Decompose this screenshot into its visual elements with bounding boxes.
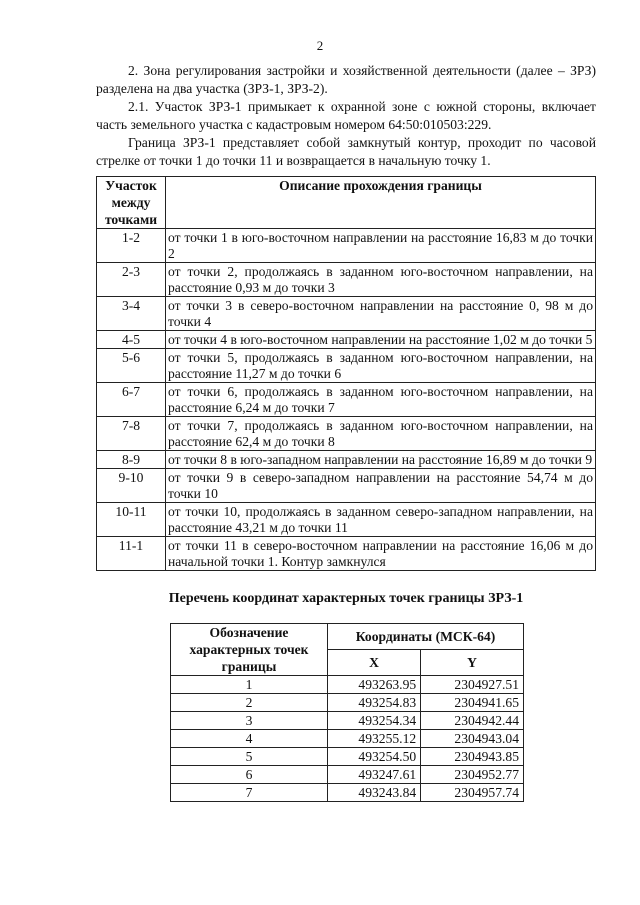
description-cell: от точки 7, продолжаясь в заданном юго-восточном направлении, на расстояние 62,4 м до точки 8 bbox=[166, 417, 596, 451]
description-cell: от точки 5, продолжаясь в заданном юго-восточном направлении, на расстояние 11,27 м до точки 6 bbox=[166, 349, 596, 383]
description-cell: от точки 4 в юго-восточном направлении на расстояние 1,02 м до точки 5 bbox=[166, 331, 596, 349]
paragraph-plot-zrz1: 2.1. Участок ЗРЗ-1 примыкает к охранной зоне с южной стороны, включает часть земельного участка с кадастровым номером 64:50:010503:229. bbox=[96, 99, 596, 132]
x-cell: 493247.61 bbox=[328, 766, 421, 784]
segment-cell: 7-8 bbox=[97, 417, 166, 451]
point-cell: 1 bbox=[171, 676, 328, 694]
table-row bbox=[97, 297, 596, 331]
segment-cell: 6-7 bbox=[97, 383, 166, 417]
header-segment: Участок между точками bbox=[97, 177, 166, 229]
paragraph-zone-division: 2. Зона регулирования застройки и хозяйственной деятельности (далее – ЗРЗ) разделена на два участка (ЗРЗ-1, ЗРЗ-2). bbox=[96, 63, 596, 96]
description-cell: от точки 1 в юго-восточном направлении на расстояние 16,83 м до точки 2 bbox=[166, 229, 596, 263]
table-row bbox=[97, 263, 596, 297]
point-cell: 6 bbox=[171, 766, 328, 784]
segment-cell: 1-2 bbox=[97, 229, 166, 263]
segment-cell: 4-5 bbox=[97, 331, 166, 349]
x-cell: 493254.50 bbox=[328, 748, 421, 766]
document-body bbox=[96, 62, 596, 802]
table-header-row bbox=[97, 177, 596, 229]
description-cell: от точки 3 в северо-восточном направлении на расстояние 0, 98 м до точки 4 bbox=[166, 297, 596, 331]
page-number: 2 bbox=[316, 38, 324, 53]
segment-cell: 11-1 bbox=[97, 537, 166, 571]
table-row bbox=[171, 766, 524, 784]
coords-title: Перечень координат характерных точек границы ЗРЗ-1 bbox=[168, 591, 524, 606]
coordinates-body bbox=[171, 676, 524, 802]
description-cell: от точки 9 в северо-западном направлении на расстояние 54,74 м до точки 10 bbox=[166, 469, 596, 503]
header-x: X bbox=[328, 650, 421, 676]
segment-cell: 2-3 bbox=[97, 263, 166, 297]
header-coordinates: Координаты (МСК-64) bbox=[328, 624, 524, 650]
table-row bbox=[97, 349, 596, 383]
y-cell: 2304957.74 bbox=[421, 784, 524, 802]
description-cell: от точки 11 в северо-восточном направлении на расстояние 16,06 м до начальной точки 1. Контур замкнулся bbox=[166, 537, 596, 571]
x-cell: 493254.83 bbox=[328, 694, 421, 712]
coordinates-table bbox=[170, 623, 524, 802]
y-cell: 2304927.51 bbox=[421, 676, 524, 694]
y-cell: 2304943.85 bbox=[421, 748, 524, 766]
table-row bbox=[171, 712, 524, 730]
table-row bbox=[171, 748, 524, 766]
y-cell: 2304952.77 bbox=[421, 766, 524, 784]
point-cell: 2 bbox=[171, 694, 328, 712]
boundary-description-body bbox=[97, 229, 596, 571]
table-row bbox=[97, 383, 596, 417]
coords-header-row bbox=[171, 624, 524, 650]
header-point-designation: Обозначение характерных точек границы bbox=[171, 624, 328, 676]
segment-cell: 3-4 bbox=[97, 297, 166, 331]
table-row bbox=[97, 229, 596, 263]
paragraph-boundary-contour: Граница ЗРЗ-1 представляет собой замкнутый контур, проходит по часовой стрелке от точки 1 до точки 11 и возвращается в начальную точку 1. bbox=[96, 135, 596, 168]
point-cell: 3 bbox=[171, 712, 328, 730]
table-row bbox=[171, 784, 524, 802]
header-description: Описание прохождения границы bbox=[166, 177, 596, 229]
segment-cell: 9-10 bbox=[97, 469, 166, 503]
table-row bbox=[97, 331, 596, 349]
x-cell: 493255.12 bbox=[328, 730, 421, 748]
segment-cell: 10-11 bbox=[97, 503, 166, 537]
table-row bbox=[97, 417, 596, 451]
table-row bbox=[171, 730, 524, 748]
x-cell: 493243.84 bbox=[328, 784, 421, 802]
point-cell: 7 bbox=[171, 784, 328, 802]
description-cell: от точки 10, продолжаясь в заданном северо-западном направлении, на расстояние 43,21 м до точки 11 bbox=[166, 503, 596, 537]
description-cell: от точки 8 в юго-западном направлении на расстояние 16,89 м до точки 9 bbox=[166, 451, 596, 469]
x-cell: 493263.95 bbox=[328, 676, 421, 694]
header-y: Y bbox=[421, 650, 524, 676]
x-cell: 493254.34 bbox=[328, 712, 421, 730]
point-cell: 4 bbox=[171, 730, 328, 748]
table-row bbox=[97, 537, 596, 571]
y-cell: 2304941.65 bbox=[421, 694, 524, 712]
point-cell: 5 bbox=[171, 748, 328, 766]
boundary-description-table bbox=[96, 176, 596, 571]
description-cell: от точки 6, продолжаясь в заданном юго-восточном направлении, на расстояние 6,24 м до точки 7 bbox=[166, 383, 596, 417]
y-cell: 2304942.44 bbox=[421, 712, 524, 730]
table-row bbox=[171, 694, 524, 712]
table-row bbox=[97, 469, 596, 503]
table-row bbox=[97, 503, 596, 537]
y-cell: 2304943.04 bbox=[421, 730, 524, 748]
table-row bbox=[97, 451, 596, 469]
segment-cell: 8-9 bbox=[97, 451, 166, 469]
description-cell: от точки 2, продолжаясь в заданном юго-восточном направлении, на расстояние 0,93 м до точки 3 bbox=[166, 263, 596, 297]
segment-cell: 5-6 bbox=[97, 349, 166, 383]
table-row bbox=[171, 676, 524, 694]
